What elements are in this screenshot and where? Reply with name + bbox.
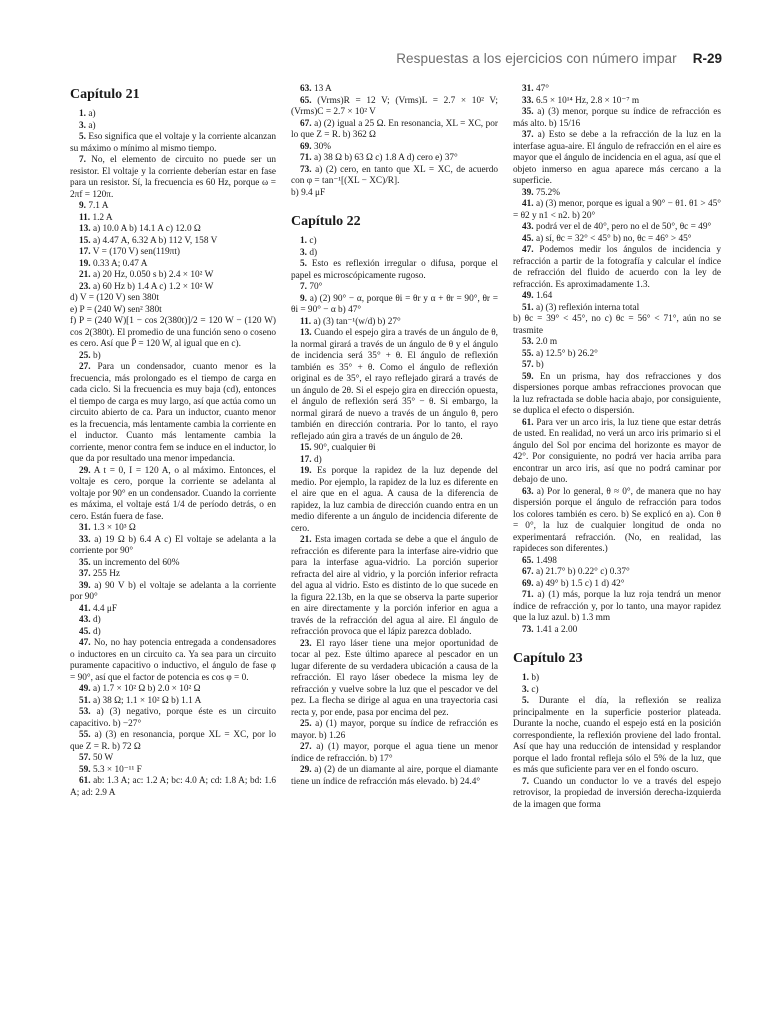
answer-entry xyxy=(513,625,721,637)
answer-entry xyxy=(70,627,276,639)
answer-text: a) (2) cero, en tanto que XL = XC, de acuerdo con φ = tan⁻¹[(XL − XC)/R]. xyxy=(291,164,498,186)
answer-entry xyxy=(70,247,276,259)
answer-entry xyxy=(291,535,498,639)
answer-text: 1.64 xyxy=(535,291,553,301)
answer-entry xyxy=(513,696,721,777)
answer-entry xyxy=(70,753,276,765)
answer-text: a) 20 Hz, 0.050 s b) 2.4 × 10² W xyxy=(92,270,214,280)
exercise-number: 49. xyxy=(522,291,534,301)
answer-entry xyxy=(70,270,276,282)
answer-entry xyxy=(513,96,721,108)
answer-text: c) xyxy=(531,684,539,695)
answer-entry xyxy=(70,615,276,627)
answer-text: a) (3) menor, porque es igual a 90° − θ1. θ1 > 45° = θ2 y n1 < n2. b) 20° xyxy=(513,199,722,221)
answer-text: a) 38 Ω; 1.1 × 10² Ω b) 1.1 A xyxy=(92,695,202,706)
answer-entry xyxy=(291,259,498,282)
answer-text: 90°, cualquier θi xyxy=(313,443,376,453)
answer-entry xyxy=(513,567,721,579)
answer-text: a) 4.47 A, 6.32 A b) 112 V, 158 V xyxy=(92,235,218,246)
exercise-number: 67. xyxy=(300,118,312,129)
answer-text: a) xyxy=(88,120,96,131)
answer-text: Cuando el espejo gira a través de un ángulo de θ, la normal girará a través de un ángulo de θ y el ángulo de incidencia será 35° + θ. El ángulo de reflexión también es 35° + θ. Como el ángulo de reflexión original es de 35°, el rayo reflejado girará a través de un ángulo de 2θ. Si el espejo gira en dirección opuesta, el ángulo de reflexión será 35° − θ. Si embargo, la normal girará de nuevo a través de un ángulo θ, pero también en dirección contraria. Por lo tanto, el rayo reflejado aún gira a través de un ángulo de 2θ. xyxy=(291,328,498,442)
answer-entry xyxy=(513,314,721,337)
answer-text: a) (3) reflexión interna total xyxy=(535,302,640,313)
answer-text: 255 Hz xyxy=(92,569,121,579)
exercise-number: 43. xyxy=(79,615,91,625)
answer-text: 1.41 a 2.00 xyxy=(535,624,578,635)
answer-entry xyxy=(70,351,276,363)
answer-text: a) (3) tan⁻¹(w/d) b) 27° xyxy=(313,316,401,327)
chapter-heading: Capítulo 22 xyxy=(291,214,361,229)
answer-entry xyxy=(70,558,276,570)
answer-entry xyxy=(70,155,276,201)
chapter-heading: Capítulo 21 xyxy=(70,87,140,102)
answer-text: a) (1) más, porque la luz roja tendrá un menor índice de refracción y, por lo tanto, una mayor rapidez que la luz azul. b) 1.3 mm xyxy=(513,590,721,623)
exercise-number: 15. xyxy=(79,235,91,246)
answer-text: Esta imagen cortada se debe a que el ángulo de refracción es diferente para la interfase aire-vidrio que para la interfase agua-vidrio. La porción superior refracta del aire al vidrio, y la porción inferior refracta del agua al vidrio. Esto es distinto de lo que sucede en la figura 22.13b, en la que se observa la parte superior en aire directamente y la porción inferior en agua a través de la refracción del agua al aire. El ángulo de refracción provoca que el lápiz parezca doblado. xyxy=(291,535,498,637)
answer-text: 75.2% xyxy=(535,187,560,198)
exercise-number: 73. xyxy=(300,164,312,175)
exercise-number: 35. xyxy=(79,557,91,568)
exercise-number: 9. xyxy=(300,293,307,304)
answer-entry xyxy=(513,222,721,234)
exercise-number: 5. xyxy=(522,696,529,706)
answer-entry xyxy=(70,362,276,466)
answer-text: b) xyxy=(535,360,544,370)
answer-text: a) 19 Ω b) 6.4 A c) El voltaje se adelanta a la corriente por 90° xyxy=(70,534,276,556)
exercise-number: 7. xyxy=(79,155,86,165)
answer-text: Para ver un arco iris, la luz tiene que estar detrás de usted. En realidad, no verá un arco iris primario si el ángulo del Sol por encima del horizonte es mayor de 42°. Por consiguiente, no podrá ver hacia arriba para encontrar un arco iris, así que no podrá caminar por debajo de uno. xyxy=(513,417,722,485)
answer-entry xyxy=(291,765,498,788)
answer-text: a) 38 Ω b) 63 Ω c) 1.8 A d) cero e) 37° xyxy=(313,153,458,163)
answer-entry xyxy=(291,719,498,742)
running-head-title: Respuestas a los ejercicios con número impar xyxy=(396,51,677,66)
exercise-number: 13. xyxy=(300,328,312,338)
answer-text: V = (170 V) sen(119πt) xyxy=(92,247,181,257)
answer-entry xyxy=(513,199,721,222)
answer-entry xyxy=(70,684,276,696)
exercise-number: 37. xyxy=(522,130,534,140)
exercise-number: 25. xyxy=(79,350,91,361)
answer-text: a) 21.7° b) 0.22° c) 0.37° xyxy=(535,567,630,577)
answer-text: a) (2) 90° − α, porque θi = θr y α + θr = 90°, θr = θi = 90° − α b) 47° xyxy=(291,293,498,315)
answer-text: podrá ver el de 40°, pero no el de 50°, θc = 49° xyxy=(535,222,712,232)
answer-entry xyxy=(291,119,498,142)
exercise-number: 59. xyxy=(522,371,534,382)
answer-text: 70° xyxy=(309,282,323,292)
exercise-number: 61. xyxy=(79,776,91,786)
answer-entry xyxy=(70,305,276,317)
exercise-number: 65. xyxy=(300,95,312,106)
answer-text: No, el elemento de circuito no puede ser un resistor. El voltaje y la corriente deberían estar en fase para un resistor. Sí, la frecuencia es 60 Hz, porque ω = 2πf = 120π. xyxy=(70,155,276,200)
exercise-number: 17. xyxy=(79,247,91,257)
answer-text: 6.5 × 10¹⁴ Hz, 2.8 × 10⁻⁷ m xyxy=(535,95,640,106)
answer-entry xyxy=(70,259,276,271)
answer-text: 4.4 μF xyxy=(92,603,118,614)
answer-text: 7.1 A xyxy=(88,201,109,211)
answer-entry xyxy=(513,107,721,130)
exercise-number: 3. xyxy=(79,120,86,131)
exercise-number: 5. xyxy=(300,259,307,269)
answer-text: b) xyxy=(531,673,540,683)
answer-text: d) V = (120 V) sen 380t xyxy=(70,293,159,303)
exercise-number: 31. xyxy=(79,523,91,533)
answer-text: a) (2) de un diamante al aire, porque el diamante tiene un índice de refracción más elevado. b) 24.4° xyxy=(291,765,498,787)
answer-text: 30% xyxy=(313,141,331,152)
answer-entry xyxy=(291,236,498,248)
answer-entry xyxy=(291,466,498,535)
answer-text: A t = 0, I = 120 A, o al máximo. Entonces, el voltaje es cero, porque la corriente se adelanta al voltaje por 90° en un condensador. Cuando la corriente es máxima, el voltaje está 1/4 de período detrás, o en cero. Están fuera de fase. xyxy=(70,465,276,522)
exercise-number: 43. xyxy=(522,222,534,232)
answer-text: d) xyxy=(92,626,101,637)
exercise-number: 37. xyxy=(79,569,91,579)
exercise-number: 23. xyxy=(79,281,91,292)
answer-text: Durante el día, la reflexión se realiza principalmente en la superficie posterior plateada. Durante la noche, cuando el espejo está en la posición correspondiente, la reflexión proviene del lado frontal. Así que hay una reducción de intensidad y resplandor porque el lado frontal refleja sólo el 5% de la luz, que es más que suficiente para ver en el fondo oscuro. xyxy=(513,696,721,775)
answer-entry xyxy=(70,776,276,799)
exercise-number: 5. xyxy=(79,132,86,142)
exercise-number: 45. xyxy=(79,626,91,637)
answer-entry xyxy=(70,638,276,684)
answer-entry xyxy=(70,466,276,524)
answer-text: a) 90 V b) el voltaje se adelanta a la corriente por 90° xyxy=(70,580,276,602)
answer-text: En un prisma, hay dos refracciones y dos dispersiones porque ambas refracciones provocan que la luz refractada se doble hacia abajo, por consiguiente, se duplica el efecto o dispersión. xyxy=(513,371,722,416)
exercise-number: 41. xyxy=(79,603,91,614)
exercise-number: 39. xyxy=(79,580,91,591)
exercise-number: 27. xyxy=(79,362,91,372)
answer-entry xyxy=(291,96,498,119)
answer-text: a) (3) menor, porque su índice de refracción es más alto. b) 15/16 xyxy=(513,107,721,129)
answer-text: a) (3) negativo, porque éste es un circuito capacitivo. b) −27° xyxy=(70,707,277,729)
answer-entry xyxy=(291,328,498,443)
answer-text: 13 A xyxy=(313,84,332,94)
answer-entry xyxy=(70,707,276,730)
answer-entry xyxy=(291,455,498,467)
exercise-number: 19. xyxy=(79,258,91,269)
answer-entry xyxy=(513,685,721,697)
exercise-number: 57. xyxy=(522,360,534,370)
exercise-number: 39. xyxy=(522,187,534,198)
exercise-number: 69. xyxy=(522,578,534,589)
answer-entry xyxy=(70,293,276,305)
answer-entry xyxy=(70,535,276,558)
exercise-number: 69. xyxy=(300,141,312,152)
answer-entry xyxy=(513,372,721,418)
answer-text: a) (1) mayor, porque el agua tiene un menor índice de refracción. b) 17° xyxy=(291,742,498,764)
exercise-number: 53. xyxy=(79,707,91,717)
answer-entry xyxy=(513,579,721,591)
exercise-number: 31. xyxy=(522,84,534,94)
answer-entry xyxy=(513,556,721,568)
answer-text: b) 9.4 μF xyxy=(291,187,326,198)
exercise-number: 1. xyxy=(79,109,86,119)
answer-text: a) (3) en resonancia, porque XL = XC, por lo que Z = R. b) 72 Ω xyxy=(70,730,276,752)
exercise-number: 71. xyxy=(300,153,312,163)
answer-text: a) Esto se debe a la refracción de la luz en la interfase agua-aire. El ángulo de refracción en el aire es mayor que el ángulo de incidencia en el agua, así que el objeto inmerso en agua aparece más cercano a la superficie. xyxy=(513,130,722,186)
answer-entry xyxy=(70,581,276,604)
exercise-number: 21. xyxy=(79,270,91,280)
answer-text: Esto es reflexión irregular o difusa, porque el papel es microscópicamente rugoso. xyxy=(291,259,498,281)
answer-text: un incremento del 60% xyxy=(92,557,180,568)
answer-text: 5.3 × 10⁻¹¹ F xyxy=(92,764,142,775)
answer-text: 50 W xyxy=(92,753,114,763)
answer-entry xyxy=(70,569,276,581)
exercise-number: 29. xyxy=(300,765,312,775)
answer-entry xyxy=(291,84,498,96)
answer-text: a) 10.0 A b) 14.1 A c) 12.0 Ω xyxy=(92,224,201,234)
answer-text: d) xyxy=(309,247,318,258)
answer-entry xyxy=(513,188,721,200)
exercise-number: 3. xyxy=(522,684,529,695)
answer-entry xyxy=(70,696,276,708)
answer-entry xyxy=(291,443,498,455)
answer-entry xyxy=(70,523,276,535)
answer-text: b) xyxy=(92,350,101,361)
answer-entry xyxy=(70,213,276,225)
answer-entry xyxy=(70,282,276,294)
answer-text: a) sí, θc = 32° < 45° b) no, θc = 46° > 45° xyxy=(535,233,692,244)
answer-entry xyxy=(291,742,498,765)
exercise-number: 71. xyxy=(522,590,534,600)
answer-entry xyxy=(513,673,721,685)
answer-text: e) P = (240 W) sen² 380t xyxy=(70,304,162,315)
exercise-number: 11. xyxy=(79,212,91,223)
chapter-heading: Capítulo 23 xyxy=(513,651,583,666)
answer-entry xyxy=(291,317,498,329)
exercise-number: 11. xyxy=(300,316,312,327)
answer-entry xyxy=(513,487,721,556)
answer-text: b) θc = 39° < 45°, no c) θc = 56° < 71°, aún no se trasmite xyxy=(513,314,721,336)
answer-text: 0.33 A; 0.47 A xyxy=(92,258,148,269)
answer-entry xyxy=(70,604,276,616)
answer-text: 1.2 A xyxy=(92,212,113,223)
exercise-number: 23. xyxy=(300,638,312,649)
exercise-number: 59. xyxy=(79,764,91,775)
exercise-number: 19. xyxy=(300,466,312,476)
answer-entry xyxy=(513,291,721,303)
exercise-number: 63. xyxy=(300,84,312,94)
answer-entry xyxy=(513,360,721,372)
answer-entry xyxy=(291,248,498,260)
answer-entry xyxy=(70,316,276,351)
page-header xyxy=(70,50,722,70)
exercise-number: 73. xyxy=(522,624,534,635)
answer-entry xyxy=(513,234,721,246)
answer-text: 1.498 xyxy=(535,555,557,566)
answer-entry xyxy=(291,294,498,317)
answers-column-3 xyxy=(513,84,721,811)
answer-text: Eso significa que el voltaje y la corriente alcanzan su máximo o mínimo al mismo tiempo. xyxy=(70,132,277,154)
answer-text: d) xyxy=(313,454,322,465)
answer-entry xyxy=(291,165,498,188)
exercise-number: 53. xyxy=(522,337,534,347)
exercise-number: 47. xyxy=(79,638,91,648)
answer-entry xyxy=(70,109,276,121)
exercise-number: 21. xyxy=(300,535,312,545)
exercise-number: 1. xyxy=(522,673,529,683)
answer-text: f) P = (240 W)[1 − cos 2(380t)]/2 = 120 W − (120 W) cos 2(380t). El promedio de una función seno o coseno es cero. Así que P̄ = 120 W, al igual que en c). xyxy=(70,316,276,349)
exercise-number: 45. xyxy=(522,233,534,244)
answer-text: 1.3 × 10³ Ω xyxy=(92,523,136,533)
exercise-number: 57. xyxy=(79,753,91,763)
answer-entry xyxy=(291,639,498,720)
answer-text: a) Por lo general, θ ≈ 0°, de manera que no hay dispersión porque el ángulo de refracción para todos los colores también es cero. b) Se explicó en a). Con θ = 0°, la luz de cualquier longitud de onda no experimentará refracción. (No, en realidad, las rapideces son diferentes.) xyxy=(513,486,721,554)
exercise-number: 41. xyxy=(522,199,534,209)
answer-text: Es porque la rapidez de la luz depende del medio. Por ejemplo, la rapidez de la luz es diferente en el aire que en el agua. A causa de la diferencia de rapidez, la luz cambia de dirección cuando entra en un medio diferente a un ángulo de incidencia diferente de cero. xyxy=(291,466,498,534)
answer-text: Podemos medir los ángulos de incidencia y refracción a partir de la fotografía y calcular el índice de refracción del fluido de acuerdo con la ley de refracción. Es aproximadamente 1.3. xyxy=(513,245,721,290)
answer-text: 2.0 m xyxy=(535,337,558,347)
answer-text: d) xyxy=(92,615,101,625)
answer-text: a) (2) igual a 25 Ω. En resonancia, XL = XC, por lo que Z = R. b) 362 Ω xyxy=(291,118,498,140)
answer-text: a) 60 Hz b) 1.4 A c) 1.2 × 10² W xyxy=(92,281,214,292)
answer-entry xyxy=(70,730,276,753)
exercise-number: 55. xyxy=(522,348,534,359)
answer-text: a) 49° b) 1.5 c) 1 d) 42° xyxy=(535,578,625,589)
answer-entry xyxy=(70,236,276,248)
answer-text: ab: 1.3 A; ac: 1.2 A; bc: 4.0 A; cd: 1.8 A; bd: 1.6 A; ad: 2.9 A xyxy=(70,776,276,798)
answer-entry xyxy=(291,142,498,154)
answer-text: (Vrms)R = 12 V; (Vrms)L = 2.7 × 10² V; (Vrms)C = 2.7 × 10² V xyxy=(291,95,498,117)
answer-entry xyxy=(291,282,498,294)
answer-entry xyxy=(513,590,721,625)
answer-text: c) xyxy=(309,236,317,246)
exercise-number: 61. xyxy=(522,417,534,428)
exercise-number: 25. xyxy=(300,719,312,729)
exercise-number: 47. xyxy=(522,245,534,255)
exercise-number: 33. xyxy=(79,534,91,545)
page-number: R-29 xyxy=(692,51,722,66)
exercise-number: 67. xyxy=(522,567,534,577)
answer-entry xyxy=(513,84,721,96)
answer-entry xyxy=(513,130,721,188)
exercise-number: 33. xyxy=(522,95,534,106)
exercise-number: 9. xyxy=(79,201,86,211)
answer-entry xyxy=(70,224,276,236)
answer-text: a) 1.7 × 10² Ω b) 2.0 × 10² Ω xyxy=(92,684,201,694)
answer-text: Cuando un conductor lo ve a través del espejo retrovisor, la propiedad de inversión derecha-izquierda de la imagen que forma xyxy=(513,776,721,810)
exercise-number: 51. xyxy=(79,695,91,706)
answer-text: a) 12.5° b) 26.2° xyxy=(535,348,598,359)
answer-text: El rayo láser tiene una mejor oportunidad de tocar al pez. Este último aparece al pescador en un lugar diferente de su verdadera ubicación a causa de la refracción. El rayo láser obedece la misma ley de refracción y vuelve sobre la luz que el pescador ve del pez. La flecha se dirige al agua en una trayectoria casi recta y, por ende, pasa por encima del pez. xyxy=(291,638,499,718)
exercise-number: 3. xyxy=(300,247,307,258)
answers-column-2 xyxy=(291,84,498,788)
exercise-number: 51. xyxy=(522,302,534,313)
exercise-number: 17. xyxy=(300,454,312,465)
exercise-number: 35. xyxy=(522,107,534,117)
answer-entry xyxy=(70,121,276,133)
answer-entry xyxy=(291,188,498,200)
answer-entry xyxy=(291,153,498,165)
exercise-number: 7. xyxy=(522,776,529,787)
answer-text: 47° xyxy=(535,84,549,94)
exercise-number: 13. xyxy=(79,224,91,234)
exercise-number: 1. xyxy=(300,236,307,246)
answer-entry xyxy=(513,245,721,291)
exercise-number: 7. xyxy=(300,282,307,292)
answer-entry xyxy=(70,132,276,155)
answer-text: a) (1) mayor, porque su índice de refracción es mayor. b) 1.26 xyxy=(291,719,498,741)
answer-entry xyxy=(70,765,276,777)
answer-text: No, no hay potencia entregada a condensadores o inductores en un circuito ca. Ya sea para un circuito puramente capacitivo o inductivo, el ángulo de fase φ = 90°, así que el factor de potencia es cos φ = 0. xyxy=(70,638,277,683)
exercise-number: 55. xyxy=(79,730,91,740)
exercise-number: 49. xyxy=(79,684,91,694)
answer-entry xyxy=(513,303,721,315)
answer-entry xyxy=(513,777,721,812)
answer-entry xyxy=(70,201,276,213)
exercise-number: 63. xyxy=(522,486,534,497)
answers-column-1 xyxy=(70,84,276,799)
answer-text: Para un condensador, cuanto menor es la frecuencia, más prolongado es el tiempo de carga en cada ciclo. Si la frecuencia es muy baja (cd), entonces el tiempo de carga es muy largo, así que actúa como un circuito abierto de ca. Para un inductor, cuanto menor es la frecuencia, más lentamente cambia la corriente en el inductor. Cuanto más lentamente cambia la corriente, menor contra fem se induce en el inductor, lo que da por resultado una menor impedancia. xyxy=(70,362,276,464)
answer-text: a) xyxy=(88,109,96,119)
exercise-number: 65. xyxy=(522,555,534,566)
exercise-number: 29. xyxy=(79,465,91,476)
answer-entry xyxy=(513,349,721,361)
exercise-number: 27. xyxy=(300,742,312,752)
answer-entry xyxy=(513,337,721,349)
answer-entry xyxy=(513,418,721,487)
exercise-number: 15. xyxy=(300,443,312,453)
